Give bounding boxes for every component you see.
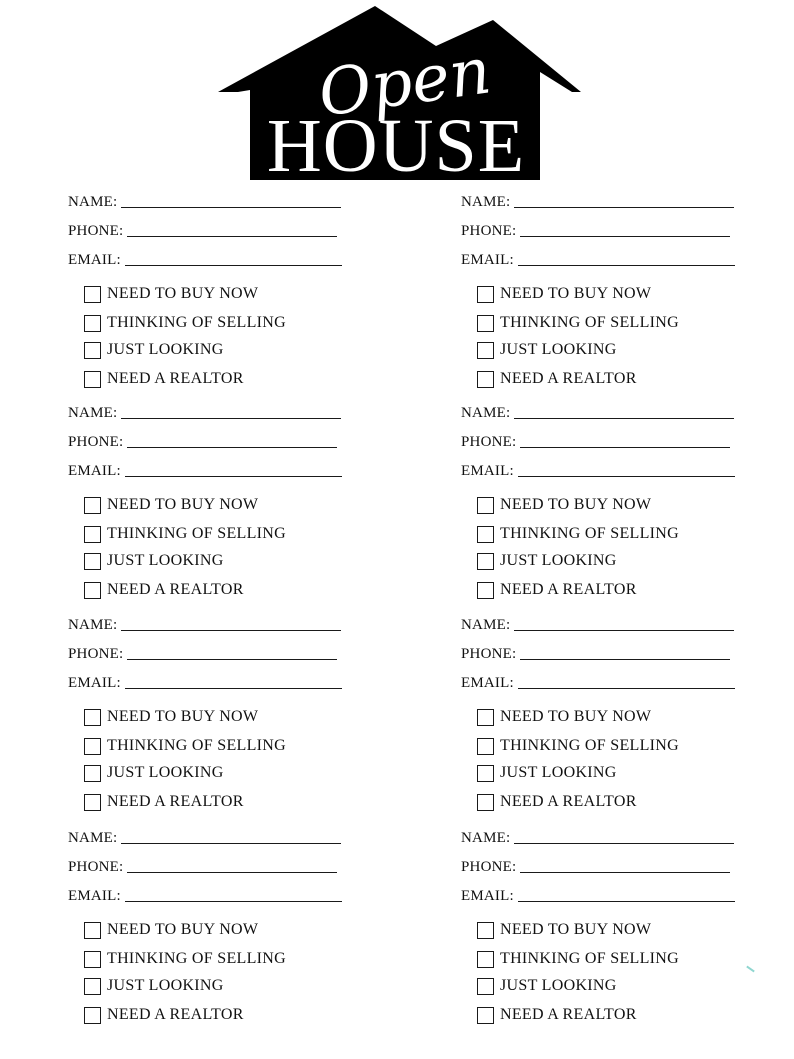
email-input-line[interactable] bbox=[518, 688, 735, 689]
visitor-card bbox=[68, 401, 358, 606]
option-just-looking[interactable] bbox=[477, 550, 617, 572]
option-just-looking[interactable] bbox=[84, 550, 224, 572]
option-label: JUST LOOKING bbox=[500, 977, 617, 994]
option-need-to-buy-now[interactable] bbox=[84, 283, 258, 305]
option-label: JUST LOOKING bbox=[107, 764, 224, 781]
option-just-looking[interactable] bbox=[84, 762, 224, 784]
option-need-a-realtor[interactable] bbox=[84, 1004, 244, 1026]
checkbox[interactable] bbox=[84, 315, 101, 332]
checkbox[interactable] bbox=[477, 286, 494, 303]
option-label: NEED A REALTOR bbox=[107, 370, 244, 387]
phone-field bbox=[68, 855, 337, 875]
checkbox[interactable] bbox=[477, 738, 494, 755]
phone-label: PHONE: bbox=[68, 646, 124, 662]
checkbox[interactable] bbox=[84, 709, 101, 726]
option-label: THINKING OF SELLING bbox=[500, 525, 680, 542]
option-thinking-of-selling[interactable] bbox=[477, 948, 679, 970]
option-label: JUST LOOKING bbox=[500, 764, 617, 781]
option-label: JUST LOOKING bbox=[107, 977, 224, 994]
name-label: NAME: bbox=[68, 830, 118, 846]
checkbox[interactable] bbox=[477, 497, 494, 514]
option-label: NEED TO BUY NOW bbox=[107, 708, 259, 725]
option-need-a-realtor[interactable] bbox=[84, 368, 244, 390]
option-label: NEED TO BUY NOW bbox=[500, 921, 652, 938]
email-input-line[interactable] bbox=[518, 901, 735, 902]
phone-input-line[interactable] bbox=[520, 236, 730, 237]
option-thinking-of-selling[interactable] bbox=[477, 312, 679, 334]
checkbox[interactable] bbox=[477, 342, 494, 359]
option-label: JUST LOOKING bbox=[500, 552, 617, 569]
option-just-looking[interactable] bbox=[84, 975, 224, 997]
name-input-line[interactable] bbox=[514, 207, 734, 208]
option-need-to-buy-now[interactable] bbox=[477, 919, 651, 941]
option-need-a-realtor[interactable] bbox=[477, 579, 637, 601]
name-label: NAME: bbox=[461, 405, 511, 421]
option-label: NEED TO BUY NOW bbox=[500, 496, 652, 513]
checkbox[interactable] bbox=[477, 315, 494, 332]
option-label: THINKING OF SELLING bbox=[500, 314, 680, 331]
phone-field bbox=[461, 642, 730, 662]
visitor-card bbox=[68, 190, 358, 395]
email-field bbox=[68, 248, 342, 268]
option-label: NEED TO BUY NOW bbox=[107, 496, 259, 513]
logo-script-word: Open bbox=[314, 34, 496, 132]
phone-input-line[interactable] bbox=[520, 659, 730, 660]
email-label: EMAIL: bbox=[68, 888, 121, 904]
option-label: JUST LOOKING bbox=[107, 552, 224, 569]
option-label: JUST LOOKING bbox=[107, 341, 224, 358]
option-need-a-realtor[interactable] bbox=[477, 1004, 637, 1026]
option-thinking-of-selling[interactable] bbox=[84, 735, 286, 757]
checkbox[interactable] bbox=[477, 765, 494, 782]
checkbox[interactable] bbox=[477, 794, 494, 811]
email-label: EMAIL: bbox=[461, 888, 514, 904]
visitor-card bbox=[68, 613, 358, 818]
option-thinking-of-selling[interactable] bbox=[84, 312, 286, 334]
phone-label: PHONE: bbox=[461, 223, 517, 239]
phone-label: PHONE: bbox=[68, 859, 124, 875]
name-input-line[interactable] bbox=[514, 418, 734, 419]
name-label: NAME: bbox=[68, 617, 118, 633]
email-label: EMAIL: bbox=[68, 463, 121, 479]
option-label: THINKING OF SELLING bbox=[107, 314, 287, 331]
option-just-looking[interactable] bbox=[84, 339, 224, 361]
name-label: NAME: bbox=[461, 830, 511, 846]
phone-label: PHONE: bbox=[461, 434, 517, 450]
option-label: NEED TO BUY NOW bbox=[107, 285, 259, 302]
checkbox[interactable] bbox=[84, 371, 101, 388]
visitor-card bbox=[461, 190, 751, 395]
name-field bbox=[68, 613, 341, 633]
phone-field bbox=[68, 430, 337, 450]
name-label: NAME: bbox=[461, 194, 511, 210]
email-field bbox=[461, 248, 735, 268]
name-label: NAME: bbox=[461, 617, 511, 633]
checkbox[interactable] bbox=[84, 497, 101, 514]
name-label: NAME: bbox=[68, 194, 118, 210]
phone-input-line[interactable] bbox=[127, 236, 337, 237]
option-need-a-realtor[interactable] bbox=[477, 791, 637, 813]
email-input-line[interactable] bbox=[125, 476, 342, 477]
name-input-line[interactable] bbox=[121, 843, 341, 844]
option-need-a-realtor[interactable] bbox=[477, 368, 637, 390]
email-label: EMAIL: bbox=[461, 252, 514, 268]
phone-label: PHONE: bbox=[461, 646, 517, 662]
email-label: EMAIL: bbox=[68, 252, 121, 268]
option-need-to-buy-now[interactable] bbox=[477, 283, 651, 305]
name-input-line[interactable] bbox=[514, 843, 734, 844]
option-label: NEED TO BUY NOW bbox=[500, 285, 652, 302]
option-thinking-of-selling[interactable] bbox=[477, 735, 679, 757]
option-label: THINKING OF SELLING bbox=[500, 737, 680, 754]
phone-field bbox=[461, 855, 730, 875]
email-input-line[interactable] bbox=[125, 688, 342, 689]
visitor-card bbox=[461, 401, 751, 606]
phone-input-line[interactable] bbox=[127, 447, 337, 448]
email-field bbox=[461, 459, 735, 479]
checkbox[interactable] bbox=[477, 1007, 494, 1024]
email-input-line[interactable] bbox=[518, 265, 735, 266]
option-need-to-buy-now[interactable] bbox=[477, 706, 651, 728]
checkbox[interactable] bbox=[477, 553, 494, 570]
option-need-to-buy-now[interactable] bbox=[84, 919, 258, 941]
option-need-a-realtor[interactable] bbox=[84, 579, 244, 601]
phone-label: PHONE: bbox=[68, 223, 124, 239]
option-label: NEED A REALTOR bbox=[500, 793, 637, 810]
email-field bbox=[68, 459, 342, 479]
checkbox[interactable] bbox=[477, 526, 494, 543]
phone-field bbox=[461, 219, 730, 239]
name-label: NAME: bbox=[68, 405, 118, 421]
name-input-line[interactable] bbox=[121, 630, 341, 631]
checkbox[interactable] bbox=[84, 738, 101, 755]
option-just-looking[interactable] bbox=[477, 339, 617, 361]
open-house-logo bbox=[0, 0, 794, 185]
option-label: THINKING OF SELLING bbox=[107, 737, 287, 754]
checkbox[interactable] bbox=[84, 765, 101, 782]
email-label: EMAIL: bbox=[461, 675, 514, 691]
email-input-line[interactable] bbox=[125, 265, 342, 266]
option-need-a-realtor[interactable] bbox=[84, 791, 244, 813]
name-field bbox=[68, 401, 341, 421]
phone-input-line[interactable] bbox=[127, 872, 337, 873]
name-field bbox=[461, 190, 734, 210]
option-need-to-buy-now[interactable] bbox=[84, 706, 258, 728]
email-field bbox=[68, 671, 342, 691]
phone-field bbox=[68, 642, 337, 662]
option-label: NEED A REALTOR bbox=[500, 1006, 637, 1023]
checkbox[interactable] bbox=[84, 1007, 101, 1024]
name-input-line[interactable] bbox=[121, 418, 341, 419]
option-thinking-of-selling[interactable] bbox=[84, 948, 286, 970]
phone-label: PHONE: bbox=[68, 434, 124, 450]
visitor-card bbox=[68, 826, 358, 1031]
email-label: EMAIL: bbox=[461, 463, 514, 479]
name-field bbox=[68, 190, 341, 210]
name-input-line[interactable] bbox=[514, 630, 734, 631]
checkbox[interactable] bbox=[477, 371, 494, 388]
option-label: NEED A REALTOR bbox=[500, 370, 637, 387]
option-label: JUST LOOKING bbox=[500, 341, 617, 358]
option-need-to-buy-now[interactable] bbox=[84, 494, 258, 516]
option-label: NEED A REALTOR bbox=[107, 1006, 244, 1023]
email-input-line[interactable] bbox=[518, 476, 735, 477]
checkbox[interactable] bbox=[477, 978, 494, 995]
name-input-line[interactable] bbox=[121, 207, 341, 208]
email-input-line[interactable] bbox=[125, 901, 342, 902]
option-label: THINKING OF SELLING bbox=[107, 525, 287, 542]
option-label: NEED A REALTOR bbox=[500, 581, 637, 598]
phone-input-line[interactable] bbox=[520, 447, 730, 448]
name-field bbox=[461, 826, 734, 846]
checkbox[interactable] bbox=[84, 553, 101, 570]
option-thinking-of-selling[interactable] bbox=[84, 523, 286, 545]
option-label: NEED A REALTOR bbox=[107, 793, 244, 810]
checkbox[interactable] bbox=[477, 922, 494, 939]
option-label: THINKING OF SELLING bbox=[500, 950, 680, 967]
checkbox[interactable] bbox=[84, 951, 101, 968]
option-label: THINKING OF SELLING bbox=[107, 950, 287, 967]
logo-house-word: HOUSE bbox=[266, 104, 526, 185]
option-label: NEED TO BUY NOW bbox=[107, 921, 259, 938]
name-field bbox=[461, 613, 734, 633]
option-label: NEED A REALTOR bbox=[107, 581, 244, 598]
phone-input-line[interactable] bbox=[520, 872, 730, 873]
phone-label: PHONE: bbox=[461, 859, 517, 875]
option-need-to-buy-now[interactable] bbox=[477, 494, 651, 516]
email-field bbox=[461, 884, 735, 904]
checkbox[interactable] bbox=[84, 342, 101, 359]
phone-field bbox=[68, 219, 337, 239]
option-thinking-of-selling[interactable] bbox=[477, 523, 679, 545]
email-field bbox=[461, 671, 735, 691]
phone-field bbox=[461, 430, 730, 450]
checkbox[interactable] bbox=[84, 978, 101, 995]
checkbox[interactable] bbox=[477, 951, 494, 968]
name-field bbox=[461, 401, 734, 421]
checkbox[interactable] bbox=[477, 582, 494, 599]
option-label: NEED TO BUY NOW bbox=[500, 708, 652, 725]
option-just-looking[interactable] bbox=[477, 975, 617, 997]
name-field bbox=[68, 826, 341, 846]
visitor-card bbox=[461, 613, 751, 818]
email-field bbox=[68, 884, 342, 904]
email-label: EMAIL: bbox=[68, 675, 121, 691]
option-just-looking[interactable] bbox=[477, 762, 617, 784]
checkbox[interactable] bbox=[84, 526, 101, 543]
checkbox[interactable] bbox=[84, 582, 101, 599]
visitor-card bbox=[461, 826, 751, 1031]
checkbox[interactable] bbox=[477, 709, 494, 726]
phone-input-line[interactable] bbox=[127, 659, 337, 660]
checkbox[interactable] bbox=[84, 794, 101, 811]
checkbox[interactable] bbox=[84, 922, 101, 939]
checkbox[interactable] bbox=[84, 286, 101, 303]
